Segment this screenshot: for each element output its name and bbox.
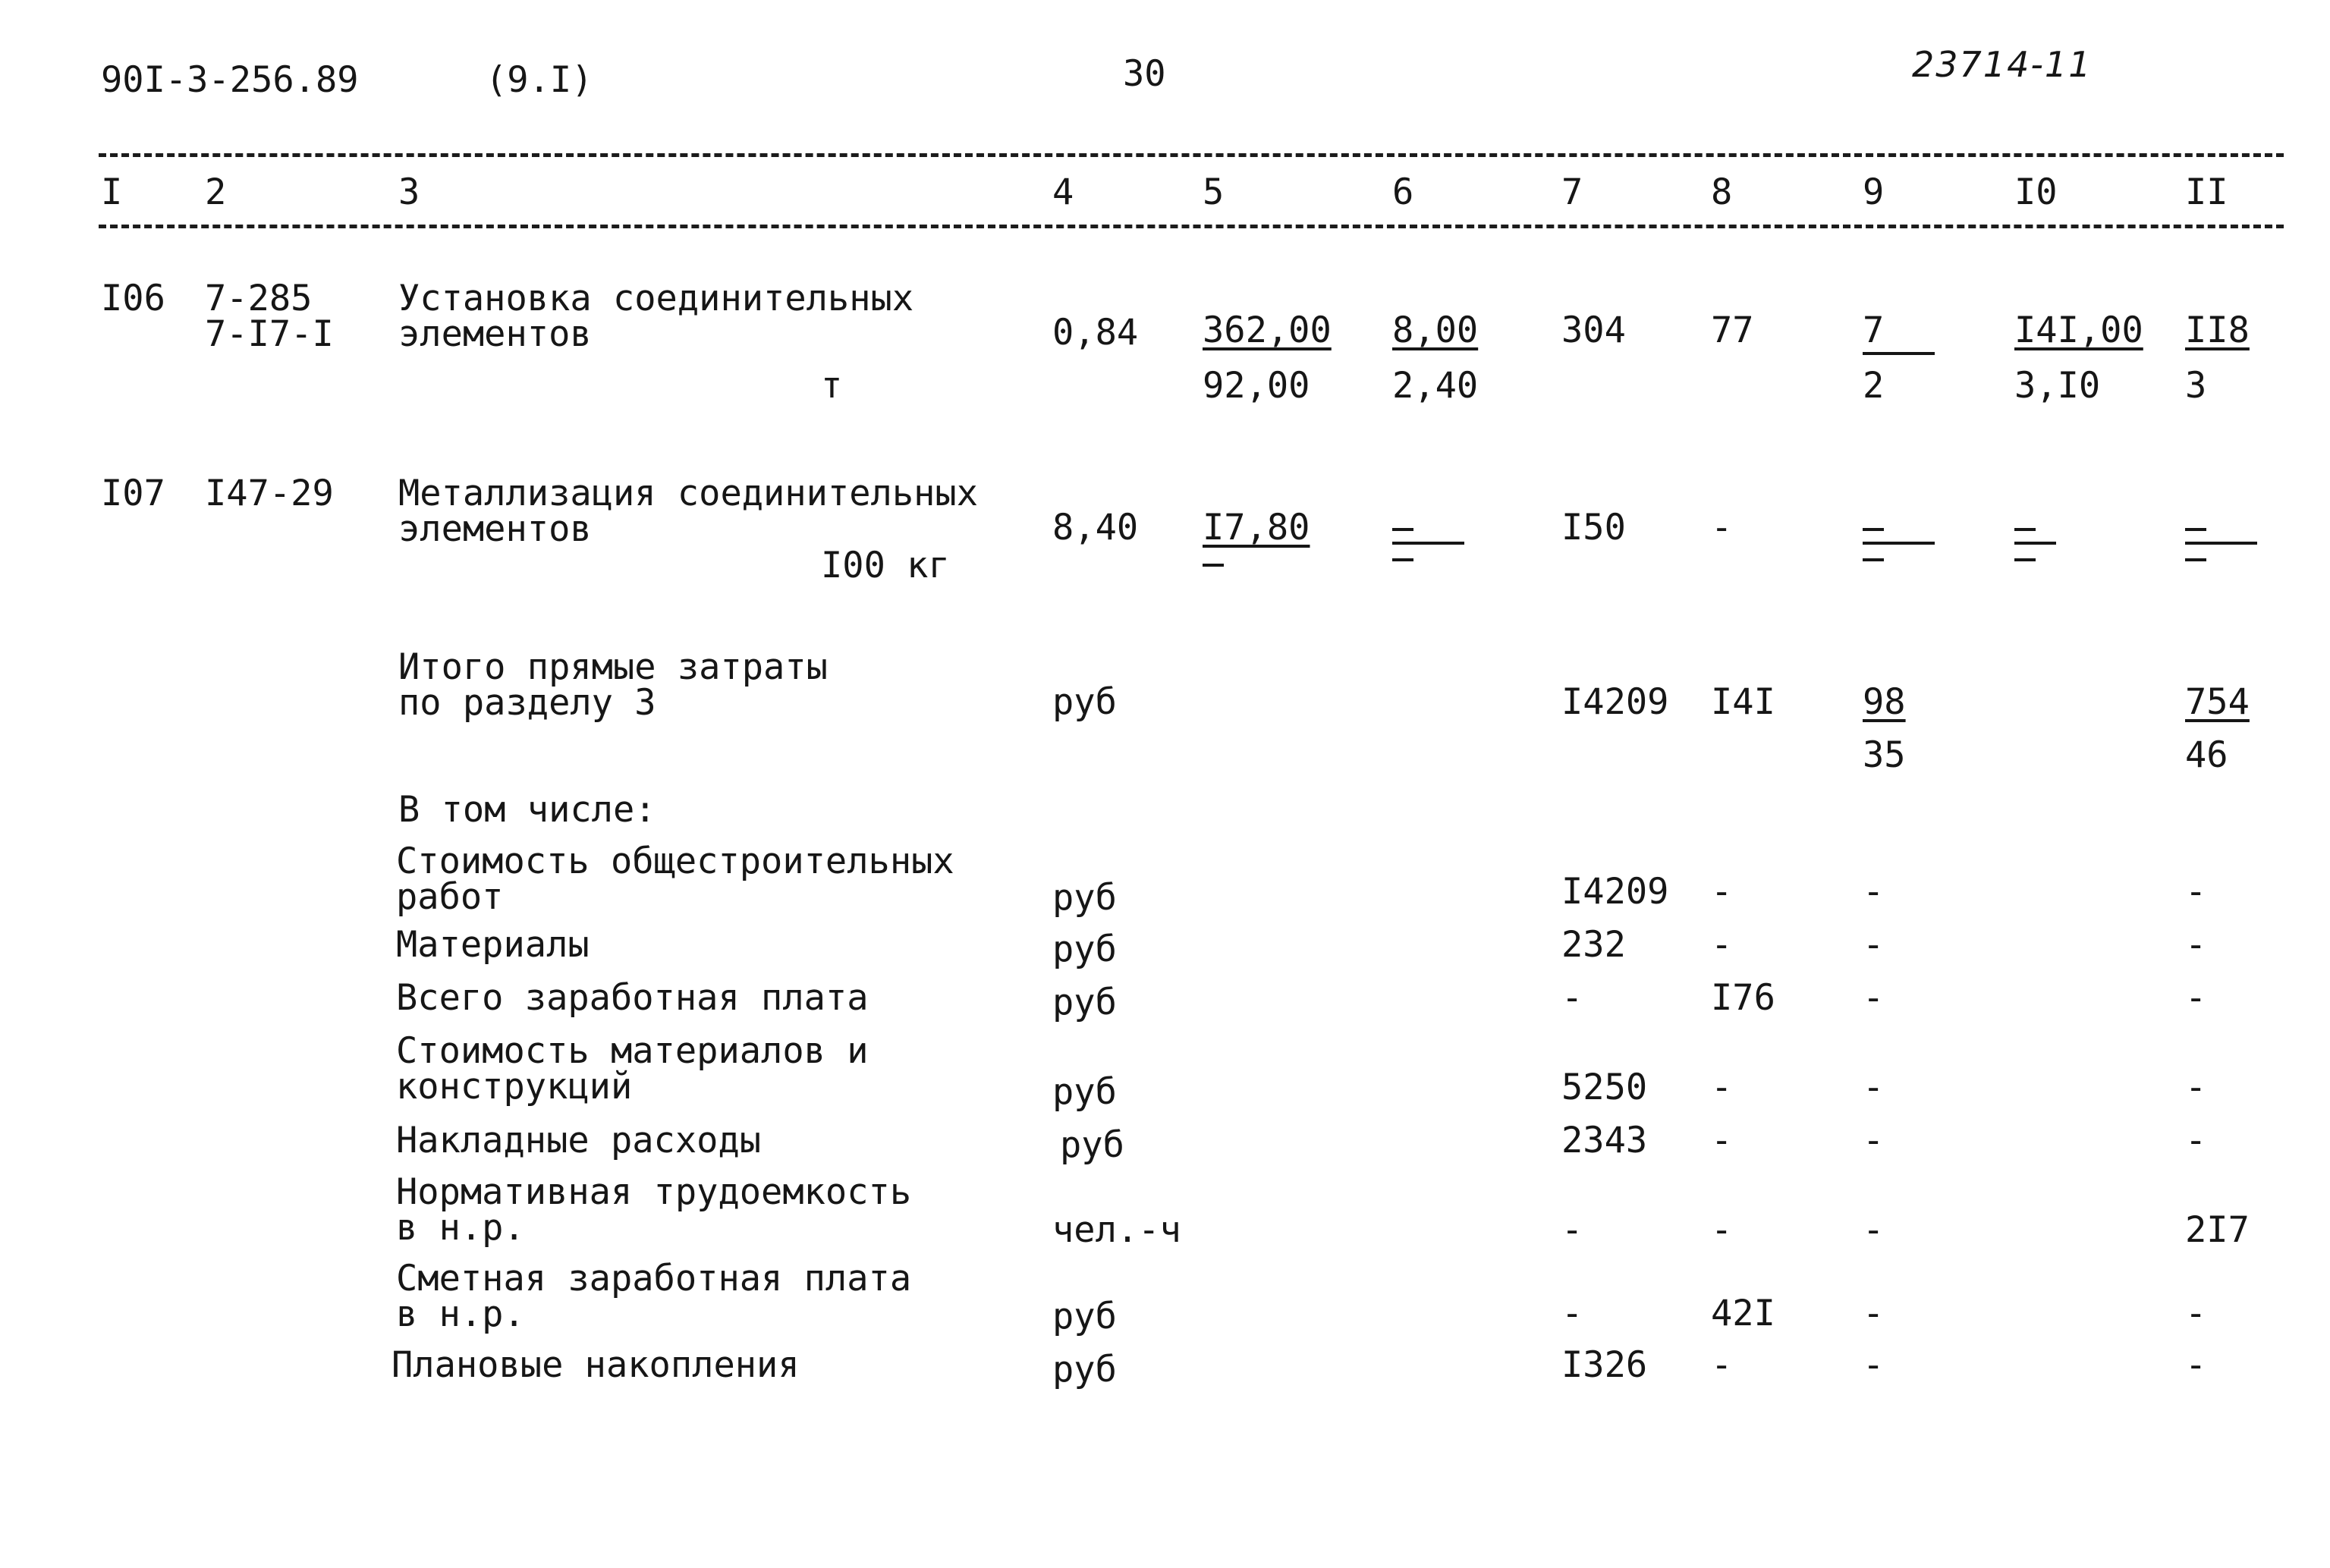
breakdown-label-line: работ — [396, 876, 504, 918]
breakdown-label — [396, 1030, 869, 1108]
breakdown-label-line: в н.р. — [396, 1207, 525, 1249]
col9-value: - — [1863, 1293, 1885, 1334]
breakdown-label: Материалы — [396, 924, 590, 966]
empty-subvalue-dash — [2014, 558, 2036, 561]
empty-value-underline — [1392, 542, 1464, 545]
wage-total: - — [1711, 507, 1733, 548]
wage-total: - — [1711, 1067, 1733, 1108]
wage-total: - — [1711, 1120, 1733, 1161]
unit: руб — [1052, 1296, 1117, 1337]
col9-underline — [1863, 352, 1935, 355]
empty-value-dash — [2014, 528, 2036, 531]
total-cost: I4209 — [1561, 871, 1669, 913]
col11-top: 754 — [2185, 681, 2250, 723]
empty-value-dash — [2185, 528, 2206, 531]
header-bottom-rule — [99, 225, 2284, 228]
col9-value: - — [1863, 871, 1885, 913]
unit: т — [821, 365, 843, 407]
breakdown-label-line: Стоимость общестроительных — [396, 841, 954, 882]
empty-value-underline — [1863, 542, 1935, 545]
archive-number: 23714-11 — [1912, 44, 2093, 85]
total-cost: - — [1561, 977, 1583, 1019]
price-code-line: I47-29 — [205, 473, 334, 514]
breakdown-label-line: Нормативная трудоемкость — [396, 1171, 912, 1213]
work-description-line: Установка соединительных — [398, 278, 914, 319]
quantity: 8,40 — [1052, 507, 1139, 548]
column-header-5: 5 — [1203, 171, 1225, 213]
col9-top: 98 — [1863, 681, 1906, 723]
column-header-3: 3 — [398, 171, 420, 213]
unit: чел.-ч — [1052, 1209, 1181, 1251]
col9-value: - — [1863, 1344, 1885, 1386]
empty-value-underline — [2185, 542, 2257, 545]
col9-value: - — [1863, 1209, 1885, 1251]
wage-total: 77 — [1711, 310, 1754, 351]
empty-subvalue-dash — [2185, 558, 2206, 561]
col11-value: 2I7 — [2185, 1209, 2250, 1251]
total-cost: I326 — [1561, 1344, 1648, 1386]
work-description — [398, 473, 979, 550]
breakdown-label-line: конструкций — [396, 1066, 633, 1108]
price-code — [205, 473, 334, 514]
including-label: В том числе: — [398, 789, 656, 831]
col11-value: - — [2185, 924, 2207, 966]
empty-subvalue-dash — [1392, 558, 1413, 561]
breakdown-label: Плановые накопления — [391, 1344, 800, 1386]
unit: I00 кг — [821, 545, 950, 586]
column-header-11: II — [2185, 171, 2228, 213]
section-number: (9.I) — [486, 59, 593, 101]
col9-value: - — [1863, 977, 1885, 1019]
work-description — [398, 278, 914, 355]
machine-cost-sub: 2,40 — [1392, 365, 1479, 407]
quantity: 0,84 — [1052, 312, 1139, 354]
row-number: I07 — [101, 473, 165, 514]
unit: руб — [1052, 929, 1117, 970]
unit: руб — [1060, 1124, 1124, 1166]
wage-total: - — [1711, 1344, 1733, 1386]
col11-value: - — [2185, 1293, 2207, 1334]
breakdown-label-line: в н.р. — [396, 1293, 525, 1335]
col11-value: - — [2185, 977, 2207, 1019]
total-cost: - — [1561, 1293, 1583, 1334]
total-cost: 5250 — [1561, 1067, 1648, 1108]
unit: руб — [1052, 877, 1117, 919]
col11-top: II8 — [2185, 310, 2250, 351]
breakdown-label: Накладные расходы — [396, 1120, 762, 1161]
empty-subvalue-dash — [1203, 564, 1224, 567]
price-code — [205, 278, 334, 355]
row-number: I06 — [101, 278, 165, 319]
column-header-6: 6 — [1392, 171, 1414, 213]
empty-value-dash — [1392, 528, 1413, 531]
col11-value: - — [2185, 871, 2207, 913]
breakdown-label-line: Сметная заработная плата — [396, 1258, 912, 1299]
breakdown-label-line: Стоимость материалов и — [396, 1030, 869, 1072]
machine-cost: 8,00 — [1392, 310, 1479, 351]
column-header-7: 7 — [1561, 171, 1583, 213]
total-cost: 304 — [1561, 310, 1626, 351]
col9-bottom: 35 — [1863, 734, 1906, 776]
empty-value-underline — [2014, 542, 2056, 545]
col10-bottom: 3,I0 — [2014, 365, 2101, 407]
empty-subvalue-dash — [1863, 558, 1884, 561]
column-header-1: I — [101, 171, 123, 213]
total-label-line: по разделу 3 — [398, 682, 656, 724]
work-description-line: Металлизация соединительных — [398, 473, 979, 514]
total-cost: I50 — [1561, 507, 1626, 548]
header-top-rule — [99, 153, 2284, 157]
wage-total: 42I — [1711, 1293, 1775, 1334]
unit: руб — [1052, 1071, 1117, 1113]
price-code-line: 7-I7-I — [205, 313, 334, 355]
work-description-line: элементов — [398, 508, 592, 550]
col11-bottom: 3 — [2185, 365, 2207, 407]
unit: руб — [1052, 681, 1117, 723]
wage-total: I76 — [1711, 977, 1775, 1019]
col10-top: I4I,00 — [2014, 310, 2143, 351]
total-cost: 2343 — [1561, 1120, 1648, 1161]
unit-cost: I7,80 — [1203, 507, 1310, 548]
col9-top: 7 — [1863, 310, 1885, 351]
column-header-4: 4 — [1052, 171, 1074, 213]
wage-total: - — [1711, 924, 1733, 966]
unit: руб — [1052, 1349, 1117, 1390]
total-cost: 232 — [1561, 924, 1626, 966]
document-code: 90I-3-256.89 — [101, 59, 359, 101]
unit: руб — [1052, 982, 1117, 1023]
breakdown-label — [396, 1258, 912, 1335]
work-description-line: элементов — [398, 313, 592, 355]
col9-value: - — [1863, 1067, 1885, 1108]
wage-total: I4I — [1711, 681, 1775, 723]
total-cost: - — [1561, 1209, 1583, 1251]
col9-value: - — [1863, 924, 1885, 966]
breakdown-label: Всего заработная плата — [396, 977, 869, 1019]
col9-bottom: 2 — [1863, 365, 1885, 407]
col11-value: - — [2185, 1120, 2207, 1161]
total-label — [398, 646, 828, 724]
breakdown-label — [396, 1171, 912, 1249]
wage-total: - — [1711, 1209, 1733, 1251]
page-number: 30 — [1123, 53, 1166, 95]
total-cost: I4209 — [1561, 681, 1669, 723]
breakdown-label — [396, 841, 954, 918]
total-label-line: Итого прямые затраты — [398, 646, 828, 688]
col11-bottom: 46 — [2185, 734, 2228, 776]
column-header-2: 2 — [205, 171, 227, 213]
wage-total: - — [1711, 871, 1733, 913]
column-header-8: 8 — [1711, 171, 1733, 213]
col11-value: - — [2185, 1344, 2207, 1386]
empty-value-dash — [1863, 528, 1884, 531]
column-header-10: I0 — [2014, 171, 2058, 213]
col9-value: - — [1863, 1120, 1885, 1161]
unit-cost-sub: 92,00 — [1203, 365, 1310, 407]
column-header-9: 9 — [1863, 171, 1885, 213]
price-code-line: 7-285 — [205, 278, 313, 319]
unit-cost: 362,00 — [1203, 310, 1332, 351]
col11-value: - — [2185, 1067, 2207, 1108]
